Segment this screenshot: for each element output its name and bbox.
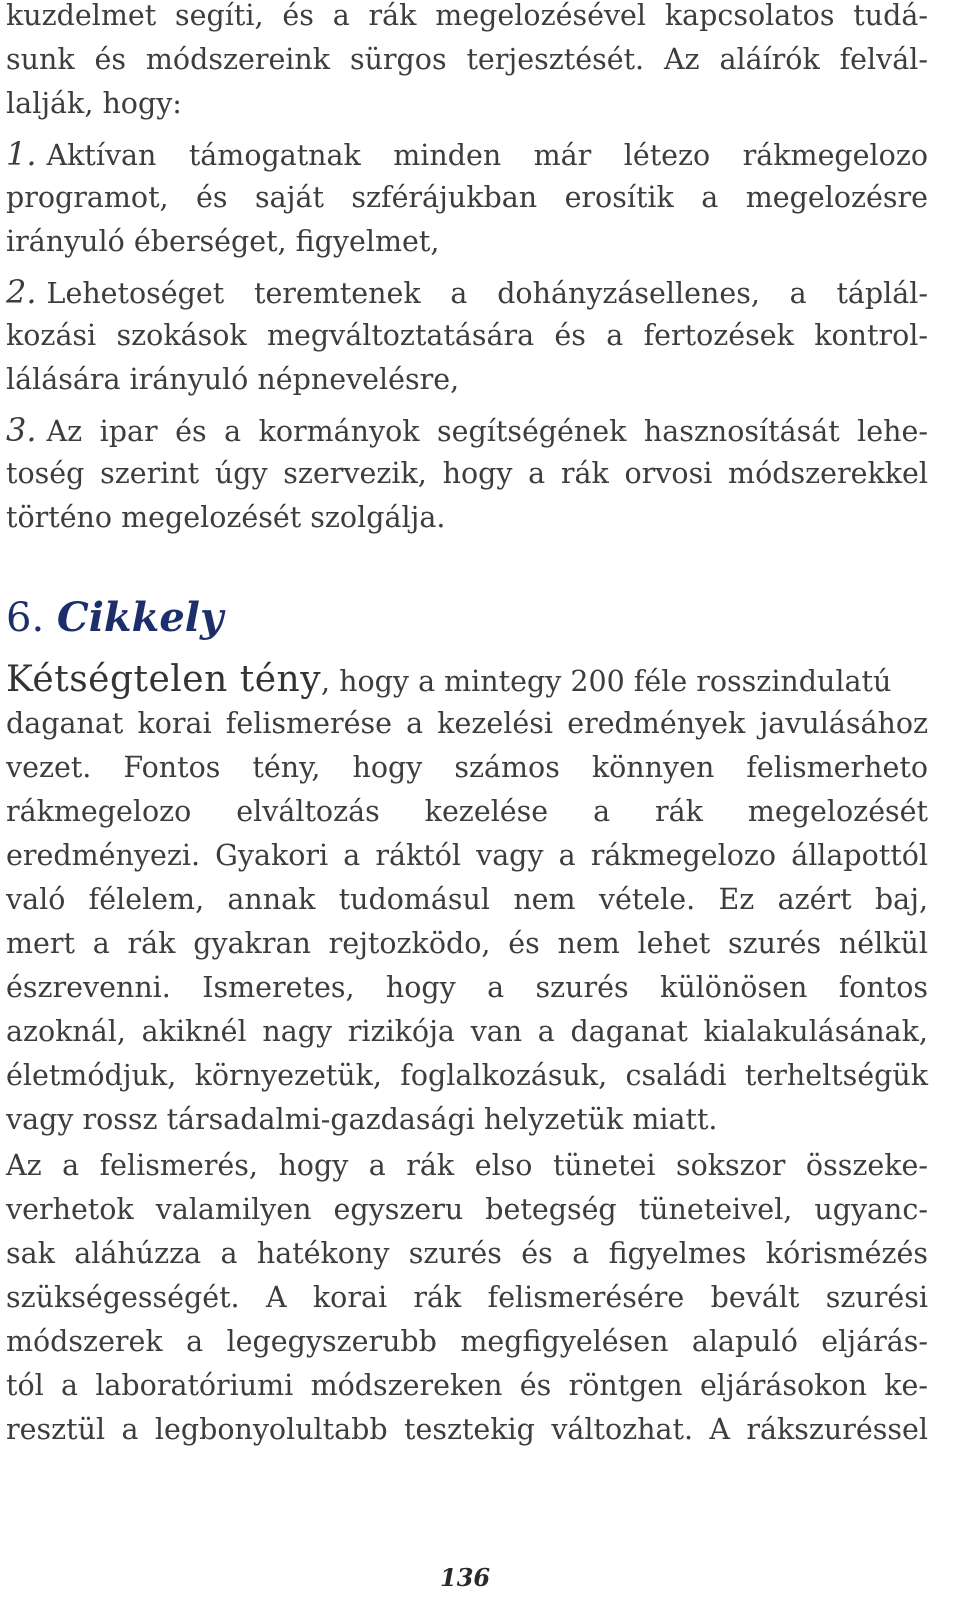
list-item-1-line-1: 1. Aktívan támogatnak minden már létezo rákmegelozo	[6, 135, 928, 173]
list-item-3-line-2: toség szerint úgy szervezik, hogy a rák orvosi módszerekkel	[6, 457, 928, 490]
list-item-1-line-2: programot, és saját szférájukban erosítik a megelozésre	[6, 181, 928, 214]
list-item-3-line-3: történo megelozését szolgálja.	[6, 501, 446, 534]
list-item-2-line-1: 2. Lehetoséget teremtenek a dohányzásellenes, a táplál-	[6, 273, 928, 311]
para1-line-6: való félelem, annak tudomásul nem vétele. Ez azért baj,	[6, 883, 928, 916]
para2-line-3: sak aláhúzza a hatékony szurés és a figyelmes kórismézés	[6, 1237, 928, 1270]
para1-line-10: életmódjuk, környezetük, foglalkozásuk, családi terheltségük	[6, 1059, 928, 1092]
para1-line-2: daganat korai felismerése a kezelési eredmények javulásához	[6, 707, 928, 740]
para1-line-3: vezet. Fontos tény, hogy számos könnyen felismerheto	[6, 751, 928, 784]
list-item-2-line-3: lálására irányuló népnevelésre,	[6, 363, 460, 396]
para1-line-11: vagy rossz társadalmi-gazdasági helyzetük miatt.	[6, 1103, 718, 1136]
para2-line-4: szükségességét. A korai rák felismerésére bevált szurési	[6, 1281, 928, 1314]
para1-lead: Kétségtelen tény	[6, 659, 322, 700]
section-title: Cikkely	[56, 594, 224, 641]
para1-line-7: mert a rák gyakran rejtozködo, és nem lehet szurés nélkül	[6, 927, 928, 960]
intro-line-2: sunk és módszereink sürgos terjesztését. Az aláírók felvál-	[6, 43, 928, 76]
para1-line-5: eredményezi. Gyakori a ráktól vagy a rákmegelozo állapottól	[6, 839, 928, 872]
para1-line-4: rákmegelozo elváltozás kezelése a rák megelozését	[6, 795, 928, 828]
para2-line-2: verhetok valamilyen egyszeru betegség tüneteivel, ugyanc-	[6, 1193, 928, 1226]
list-item-2-line-2: kozási szokások megváltoztatására és a fertozések kontrol-	[6, 319, 928, 352]
para2-line-5: módszerek a legegyszerubb megfigyelésen alapuló eljárás-	[6, 1325, 928, 1358]
list-item-1-line-3: irányuló éberséget, figyelmet,	[6, 225, 440, 258]
list-item-3-line-1: 3. Az ipar és a kormányok segítségének hasznosítását lehe-	[6, 411, 928, 449]
para2-line-6: tól a laboratóriumi módszereken és röntgen eljárásokon ke-	[6, 1369, 928, 1402]
para1-line-8: észrevenni. Ismeretes, hogy a szurés különösen fontos	[6, 971, 928, 1004]
list-item-1-number: 1.	[6, 135, 37, 173]
para1-line-1: Kétségtelen tény, hogy a mintegy 200 féle rosszindulatú	[6, 659, 892, 700]
section-heading	[6, 588, 223, 648]
page-number: 136	[440, 1563, 491, 1592]
intro-line-1: kuzdelmet segíti, és a rák megelozésével kapcsolatos tudá-	[6, 0, 928, 32]
intro-line-3: lalják, hogy:	[6, 87, 182, 120]
section-number: 6.	[6, 595, 45, 641]
para2-line-1: Az a felismerés, hogy a rák elso tünetei sokszor összeke-	[6, 1149, 928, 1182]
list-item-2-number: 2.	[6, 273, 37, 311]
para1-line-9: azoknál, akiknél nagy rizikója van a daganat kialakulásának,	[6, 1015, 928, 1048]
para2-line-7: resztül a legbonyolultabb tesztekig változhat. A rákszuréssel	[6, 1413, 928, 1446]
list-item-3-number: 3.	[6, 411, 37, 449]
